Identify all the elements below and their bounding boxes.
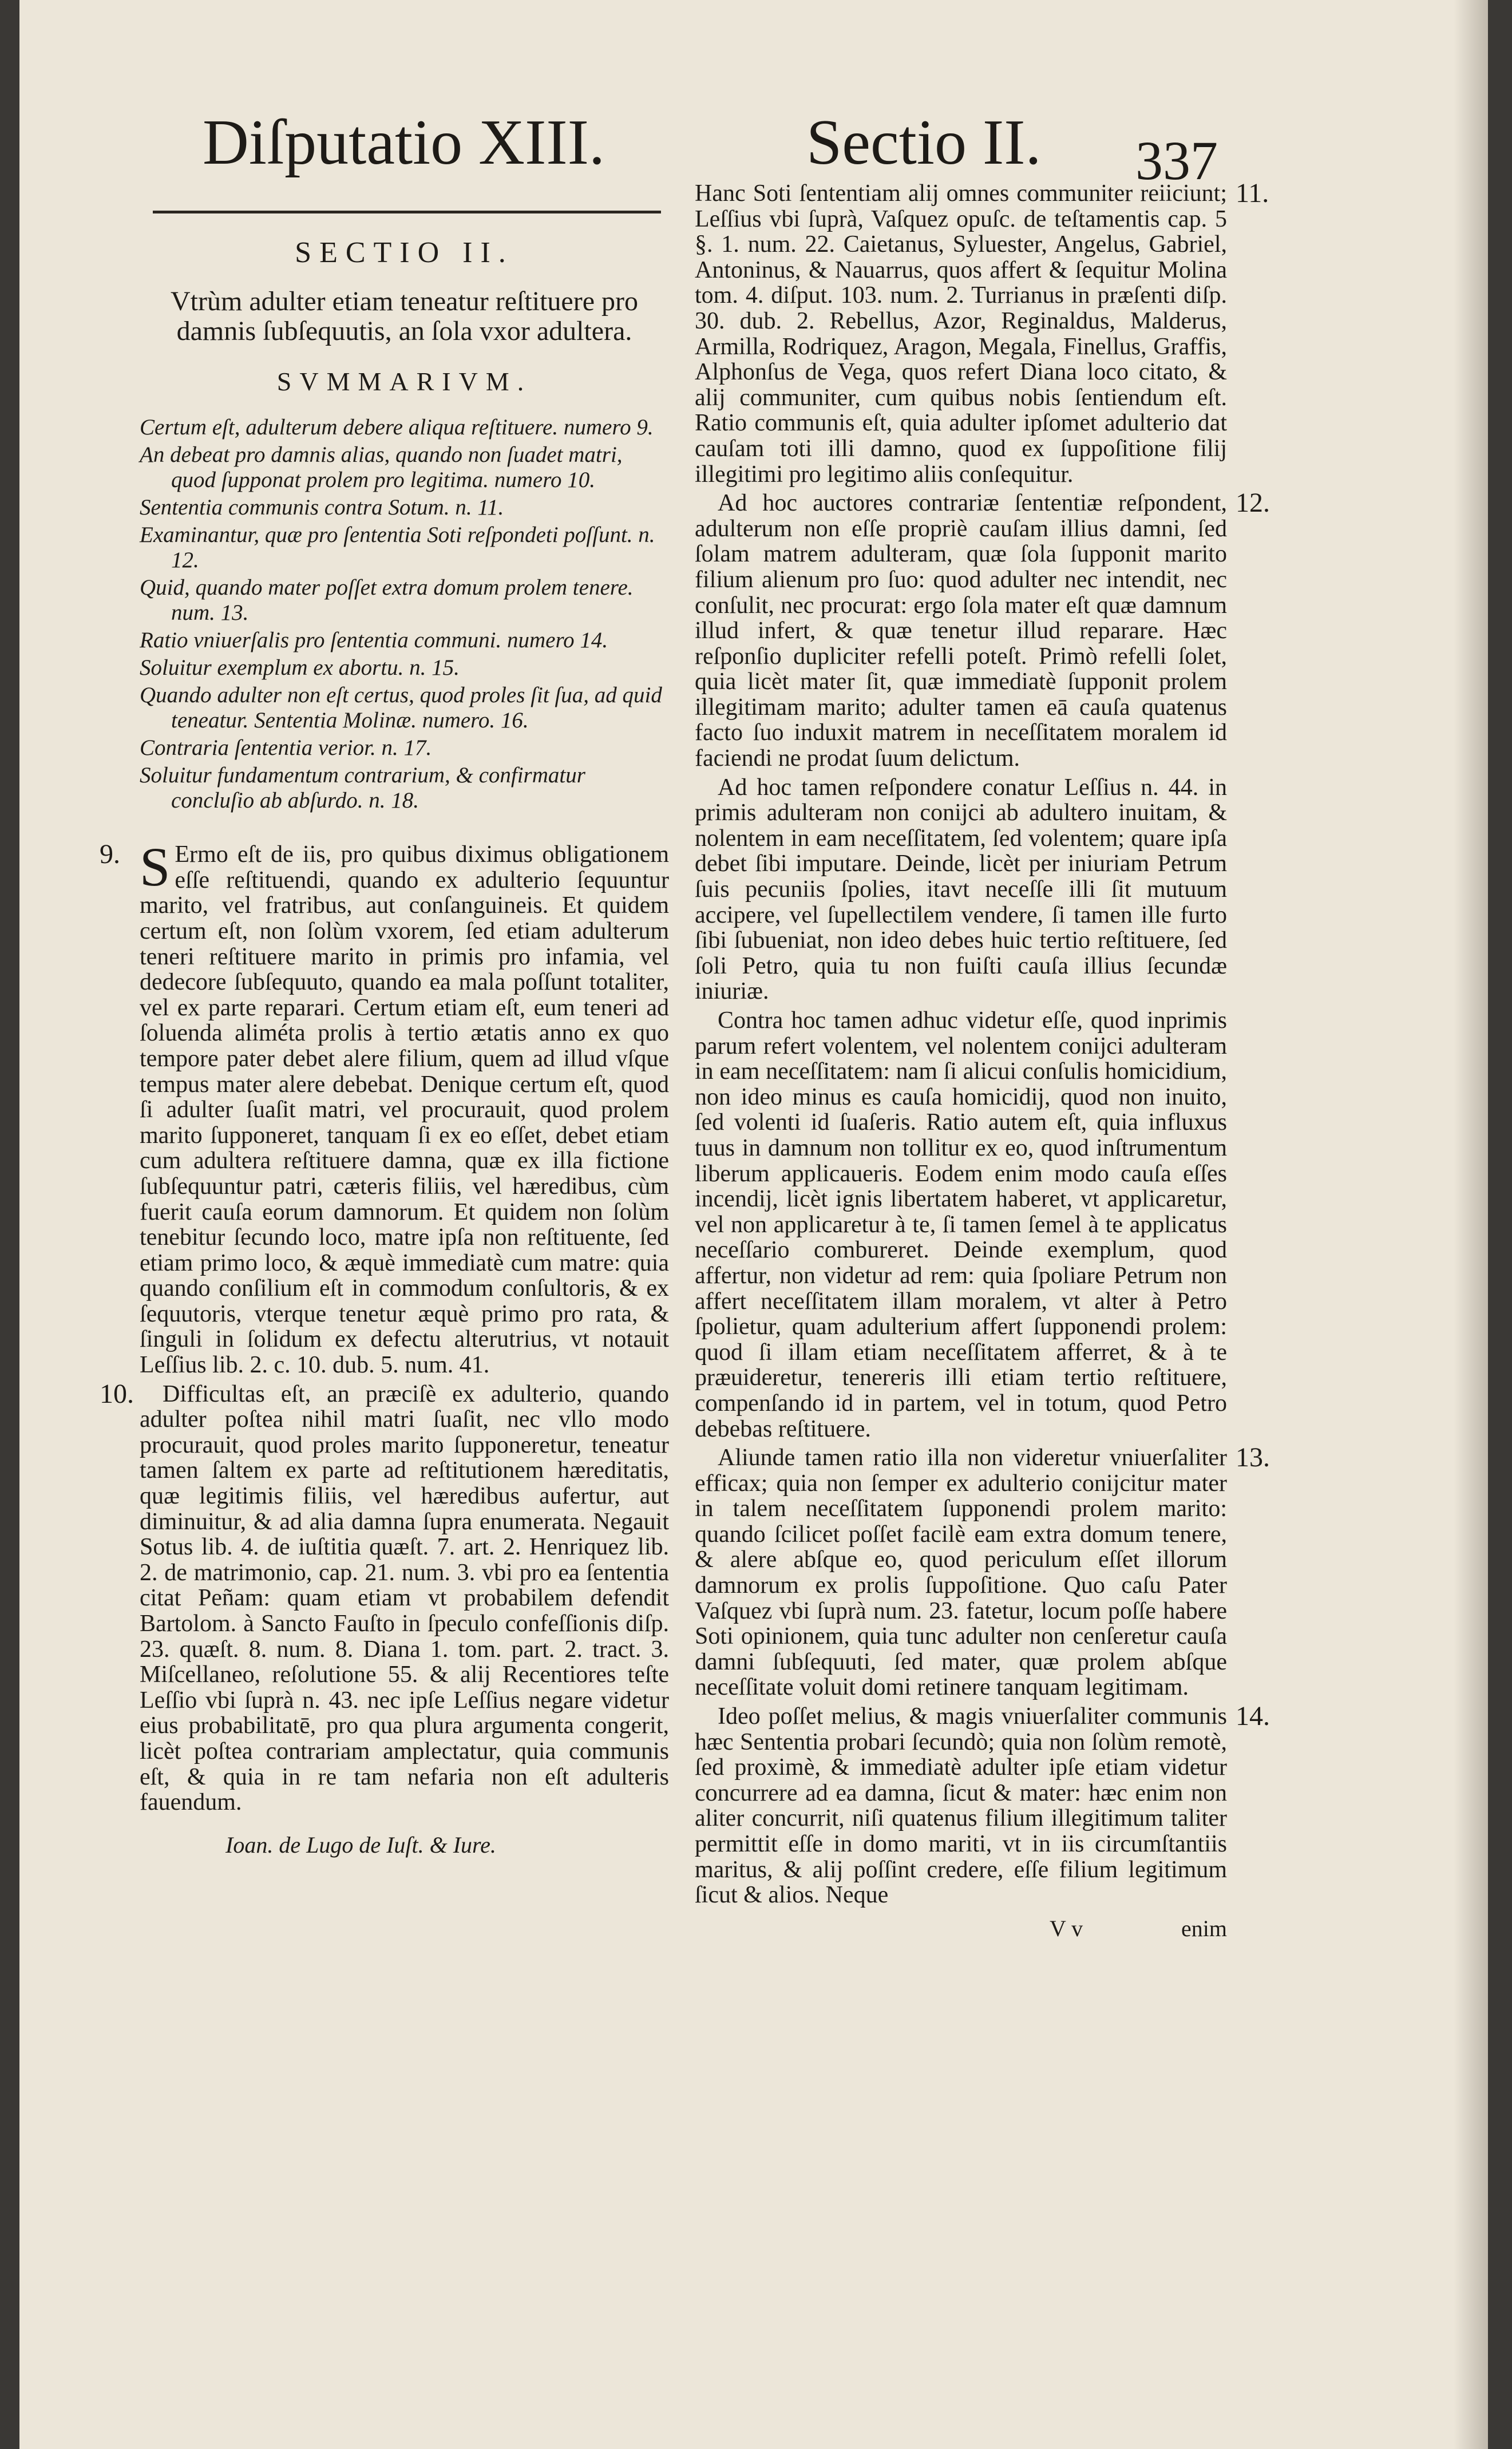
margin-number: 10. <box>100 1378 134 1409</box>
paragraph-text: Aliunde tamen ratio illa non videretur vniuerſaliter efficax; quia non ſemper ex adulterio conijcitur mater in talem neceſſitatem ſupponendi prolem marito: quando ſcilicet poſſet facilè eam extra domum tenere, & alere abſque eo, quod periculum eſſet illorum damnorum ex prolis ſuppoſitione. Quo caſu Pater Vaſquez vbi ſuprà num. 23. fatetur, locum poſſe habere Soti opinionem, quia tunc adulter non cenſeretur cauſa damni ſubſequuti, ſed mater, quæ prolem abſque neceſſitate voluit domi retinere tanquam legitimam. <box>695 1445 1227 1701</box>
paragraph-12c <box>695 1008 1227 1442</box>
paragraph-text: Ideo poſſet melius, & magis vniuerſaliter communis hæc Sententia probari ſecundò; quia non ſolùm remotè, ſed proximè, & immediatè adulter ipſe etiam videtur concurrere ad ea damna, ſicut & mater: hæc enim non aliter concurrit, niſi quatenus filium illegitimum taliter permittit eſſe in domo mariti, vt in iis circumſtantiis maritus, & alij poſſint credere, eſſe filium legitimum ſicut & alios. Neque <box>695 1703 1227 1909</box>
summary-item: Sententia communis contra Sotum. n. 11. <box>140 495 504 520</box>
summary-list <box>140 415 669 813</box>
paragraph-9 <box>100 836 669 1379</box>
summary-item: Examinantur, quæ pro ſententia Soti reſpondeti poſſunt. n. 12. <box>140 523 655 573</box>
header-disputatio: Diſputatio XIII. <box>203 107 605 178</box>
margin-number: 11. <box>1236 178 1269 208</box>
left-column <box>100 229 669 1858</box>
margin-number: 14. <box>1236 1701 1270 1732</box>
paragraph-10 <box>100 1378 669 1816</box>
margin-number: 13. <box>1236 1442 1270 1473</box>
paragraph-text: Hanc Soti ſententiam alij omnes communiter reiiciunt; Leſſius vbi ſuprà, Vaſquez opuſc. de teſtamentis cap. 5 §. 1. num. 22. Caietanus, Syluester, Angelus, Gabriel, Antoninus, & Nauarrus, quos affert & ſequitur Molina tom. 4. diſput. 103. num. 2. Turrianus in præſenti diſp. 30. dub. 2. Rebellus, Azor, Reginaldus, Malderus, Armilla, Rodriquez, Aragon, Megala, Finellus, Graffis, Alphonſus de Vega, quos refert Diana loco citato, & alij communiter, cum quibus nobis ſentiendum eſt. Ratio communis eſt, quia adulter ipſomet adulterio dat cauſam toti illi damno, quod ex ſuppoſitione filij illegitimi pro legitimo aliis conſequitur. <box>695 180 1227 488</box>
margin-number: 9. <box>100 839 120 870</box>
paragraph-12 <box>695 488 1270 772</box>
summary-item: Soluitur fundamentum contrarium, & confirmatur concluſio ab abſurdo. n. 18. <box>140 763 585 813</box>
running-header <box>19 106 1488 191</box>
summary-item: Soluitur exemplum ex abortu. n. 15. <box>140 655 460 681</box>
summary-item: Certum eſt, adulterum debere aliqua reſtituere. numero 9. <box>140 415 654 440</box>
right-column <box>695 178 1270 1945</box>
paragraph-text: Difficultas eſt, an præciſè ex adulterio, quando adulter poſtea nihil matri ſuaſit, nec vllo modo procurauit, quod proles marito ſupponeretur, teneatur tamen ſaltem ex parte ad reſtitutionem hæreditatis, quæ legitimis filiis, vel hæredibus aufertur, aut diminuitur, & ad alia damna ſupra enumerata. Negauit Sotus lib. 4. de iuſtitia quæſt. 7. art. 2. Henriquez lib. 2. de matrimonio, cap. 21. num. 3. vbi pro ea ſententia citat Peñam: quam etiam vt probabilem defendit Bartolom. à Sancto Fauſto in ſpeculo confeſſionis diſp. 23. quæſt. 8. num. 8. Diana 1. tom. part. 2. tract. 3. Miſcellaneo, reſolutione 55. & alij Recentiores teſte Leſſio vbi ſuprà n. 43. nec ipſe Leſſius negare videtur eius probabilitatē, pro qua plura argumenta congerit, licèt poſtea contrariam amplectatur, quia communis eſt, & quia in re tam nefaria non eſt adulteris fauendum. <box>140 1380 669 1816</box>
paragraph-text: Contra hoc tamen adhuc videtur eſſe, quod inprimis parum refert volentem, vel nolentem conijci adulteram in eam neceſſitatem: nam ſi alicui conſulis homicidium, non ideo minus es cauſa homicidij, quod non inuito, ſed volenti id ſuaſeris. Ratio autem eſt, quia influxus tuus in damnum non tollitur ex eo, quod inſtrumentum liberum applicaueris. Eodem enim modo cauſa eſſes incendij, licèt ignis libertatem haberet, vt applicaretur, vel non applicaretur à te, ſi tamen ſemel à te applicatus neceſſario combureret. Deinde exemplum, quod affertur, non videtur ad rem: quia ſpoliare Petrum non affert neceſſitatem illam moralem, vt alter à Petro ſpolietur, quam adulterium affert ſupponendi prolem: quod ſi illam etiam neceſſitatem afferret, & à te præuideretur, tenereris illi etiam tertio reſtituere, compenſando id in partem, vel in totum, quod Petro debebas reſtituere. <box>695 1007 1227 1442</box>
paragraph-text: Ermo eſt de iis, pro quibus diximus obligationem eſſe reſtituendi, quando ex adulterio ſequuntur marito, vel fratribus, aut conſanguineis. Et quidem certum eſt, non ſolùm vxorem, ſed etiam adulterum teneri reſtituere marito in primis pro infamia, vel dedecore ſubſequuto, quando ea mala poſſunt totaliter, vel ex parte reparari. Certum etiam eſt, eum teneri ad ſoluenda aliméta prolis à tertio ætatis anno ex quo tempore pater debet alere filium, quem ad illud vſque tempus mater alere debebat. Denique certum eſt, quod ſi adulter ſuaſit matri, vel procurauit, quod prolem marito ſupponeret, tanquam ſi ex eo eſſet, debet etiam cum adultera reſtituere damna, quæ ex illa fictione ſubſequuntur patri, cæteris filiis, vel hæredibus, cùm fuerit cauſa eorum damnorum. Et quidem non ſolùm tenebitur ſecundo loco, matre ipſa non reſtituente, ſed etiam primo loco, & æquè immediatè cum matre: quia quando conſilium eſt in commodum conſultoris, & ex ſequutoris, vterque tenetur æquè primo pro rata, & ſinguli in ſolidum ex defectu alterutrius, vt notauit Leſſius lib. 2. c. 10. dub. 5. num. 41. <box>140 841 669 1379</box>
drop-cap: S <box>140 836 171 898</box>
footer-signature: Ioan. de Lugo de Iuſt. & Iure. <box>225 1831 496 1858</box>
paragraph-text: Ad hoc tamen reſpondere conatur Leſſius n. 44. in primis adulteram non conijci ab adultero inuitam, & nolentem in eam neceſſitatem, ſed volentem; quare ipſa debet ſibi imputare. Deinde, licèt per iniuriam Petrum ſuis pecuniis ſpolies, itavt neceſſe illi ſit mutuum accipere, vel ſupellectilem vendere, ſi tamen ille furto ſibi ſubueniat, non ideo debes huic tertio reſtituere, ſed ſoli Petro, quia tu non fuiſti cauſa illius ſecundæ iniuriæ. <box>695 774 1227 1005</box>
header-sectio: Sectio II. <box>806 107 1042 178</box>
summary-item: An debeat pro damnis alias, quando non ſuadet matri, quod ſupponat prolem pro legitima. numero 10. <box>140 442 623 493</box>
paragraph-12b <box>695 775 1227 1004</box>
catchword: enim <box>1181 1915 1227 1941</box>
paragraph-text: Ad hoc auctores contrariæ ſententiæ reſpondent, adulterum non eſſe propriè cauſam illius damni, ſed ſolam matrem adulteram, quæ ſola ſupponit marito filium alienum pro ſuo: quod adulter nec intendit, nec conſulit, nec procurat: ergo ſola mater eſt quæ damnum illud infert, & quæ tenetur illud reparare. Hæc reſponſio dupliciter refelli poteſt. Primò refelli ſolet, quia licèt mater ſit, quæ immediatè ſupponit prolem illegitimam marito; adulter tamen eā cauſa quatenus facto ſuo induxit matrem in neceſſitatem moralem id faciendi ne prodat ſuum delictum. <box>695 490 1227 772</box>
summary-item: Contraria ſententia verior. n. 17. <box>140 735 432 761</box>
paragraph-11 <box>695 178 1269 488</box>
book-page <box>19 0 1488 2449</box>
summary-item: Ratio vniuerſalis pro ſententia communi. numero 14. <box>140 628 608 653</box>
margin-number: 12. <box>1236 488 1270 519</box>
paragraph-13 <box>695 1442 1270 1701</box>
section-title: SECTIO II. <box>295 236 514 269</box>
summary-item: Quando adulter non eſt certus, quod proles ſit ſua, ad quid teneatur. Sententia Molinæ. numero. 16. <box>140 683 662 733</box>
summary-item: Quid, quando mater poſſet extra domum prolem tenere. num. 13. <box>140 575 634 626</box>
page-foot <box>695 1916 1227 1945</box>
signature-mark: V v <box>1050 1915 1083 1941</box>
paragraph-14 <box>695 1701 1270 1909</box>
header-rule <box>153 211 661 213</box>
summary-title: SVMMARIVM. <box>276 366 532 396</box>
page-number: 337 <box>1135 130 1218 191</box>
section-question: Vtrùm adulter etiam teneatur reſtituere pro damnis ſubſequutis, an ſola vxor adultera. <box>171 286 638 346</box>
